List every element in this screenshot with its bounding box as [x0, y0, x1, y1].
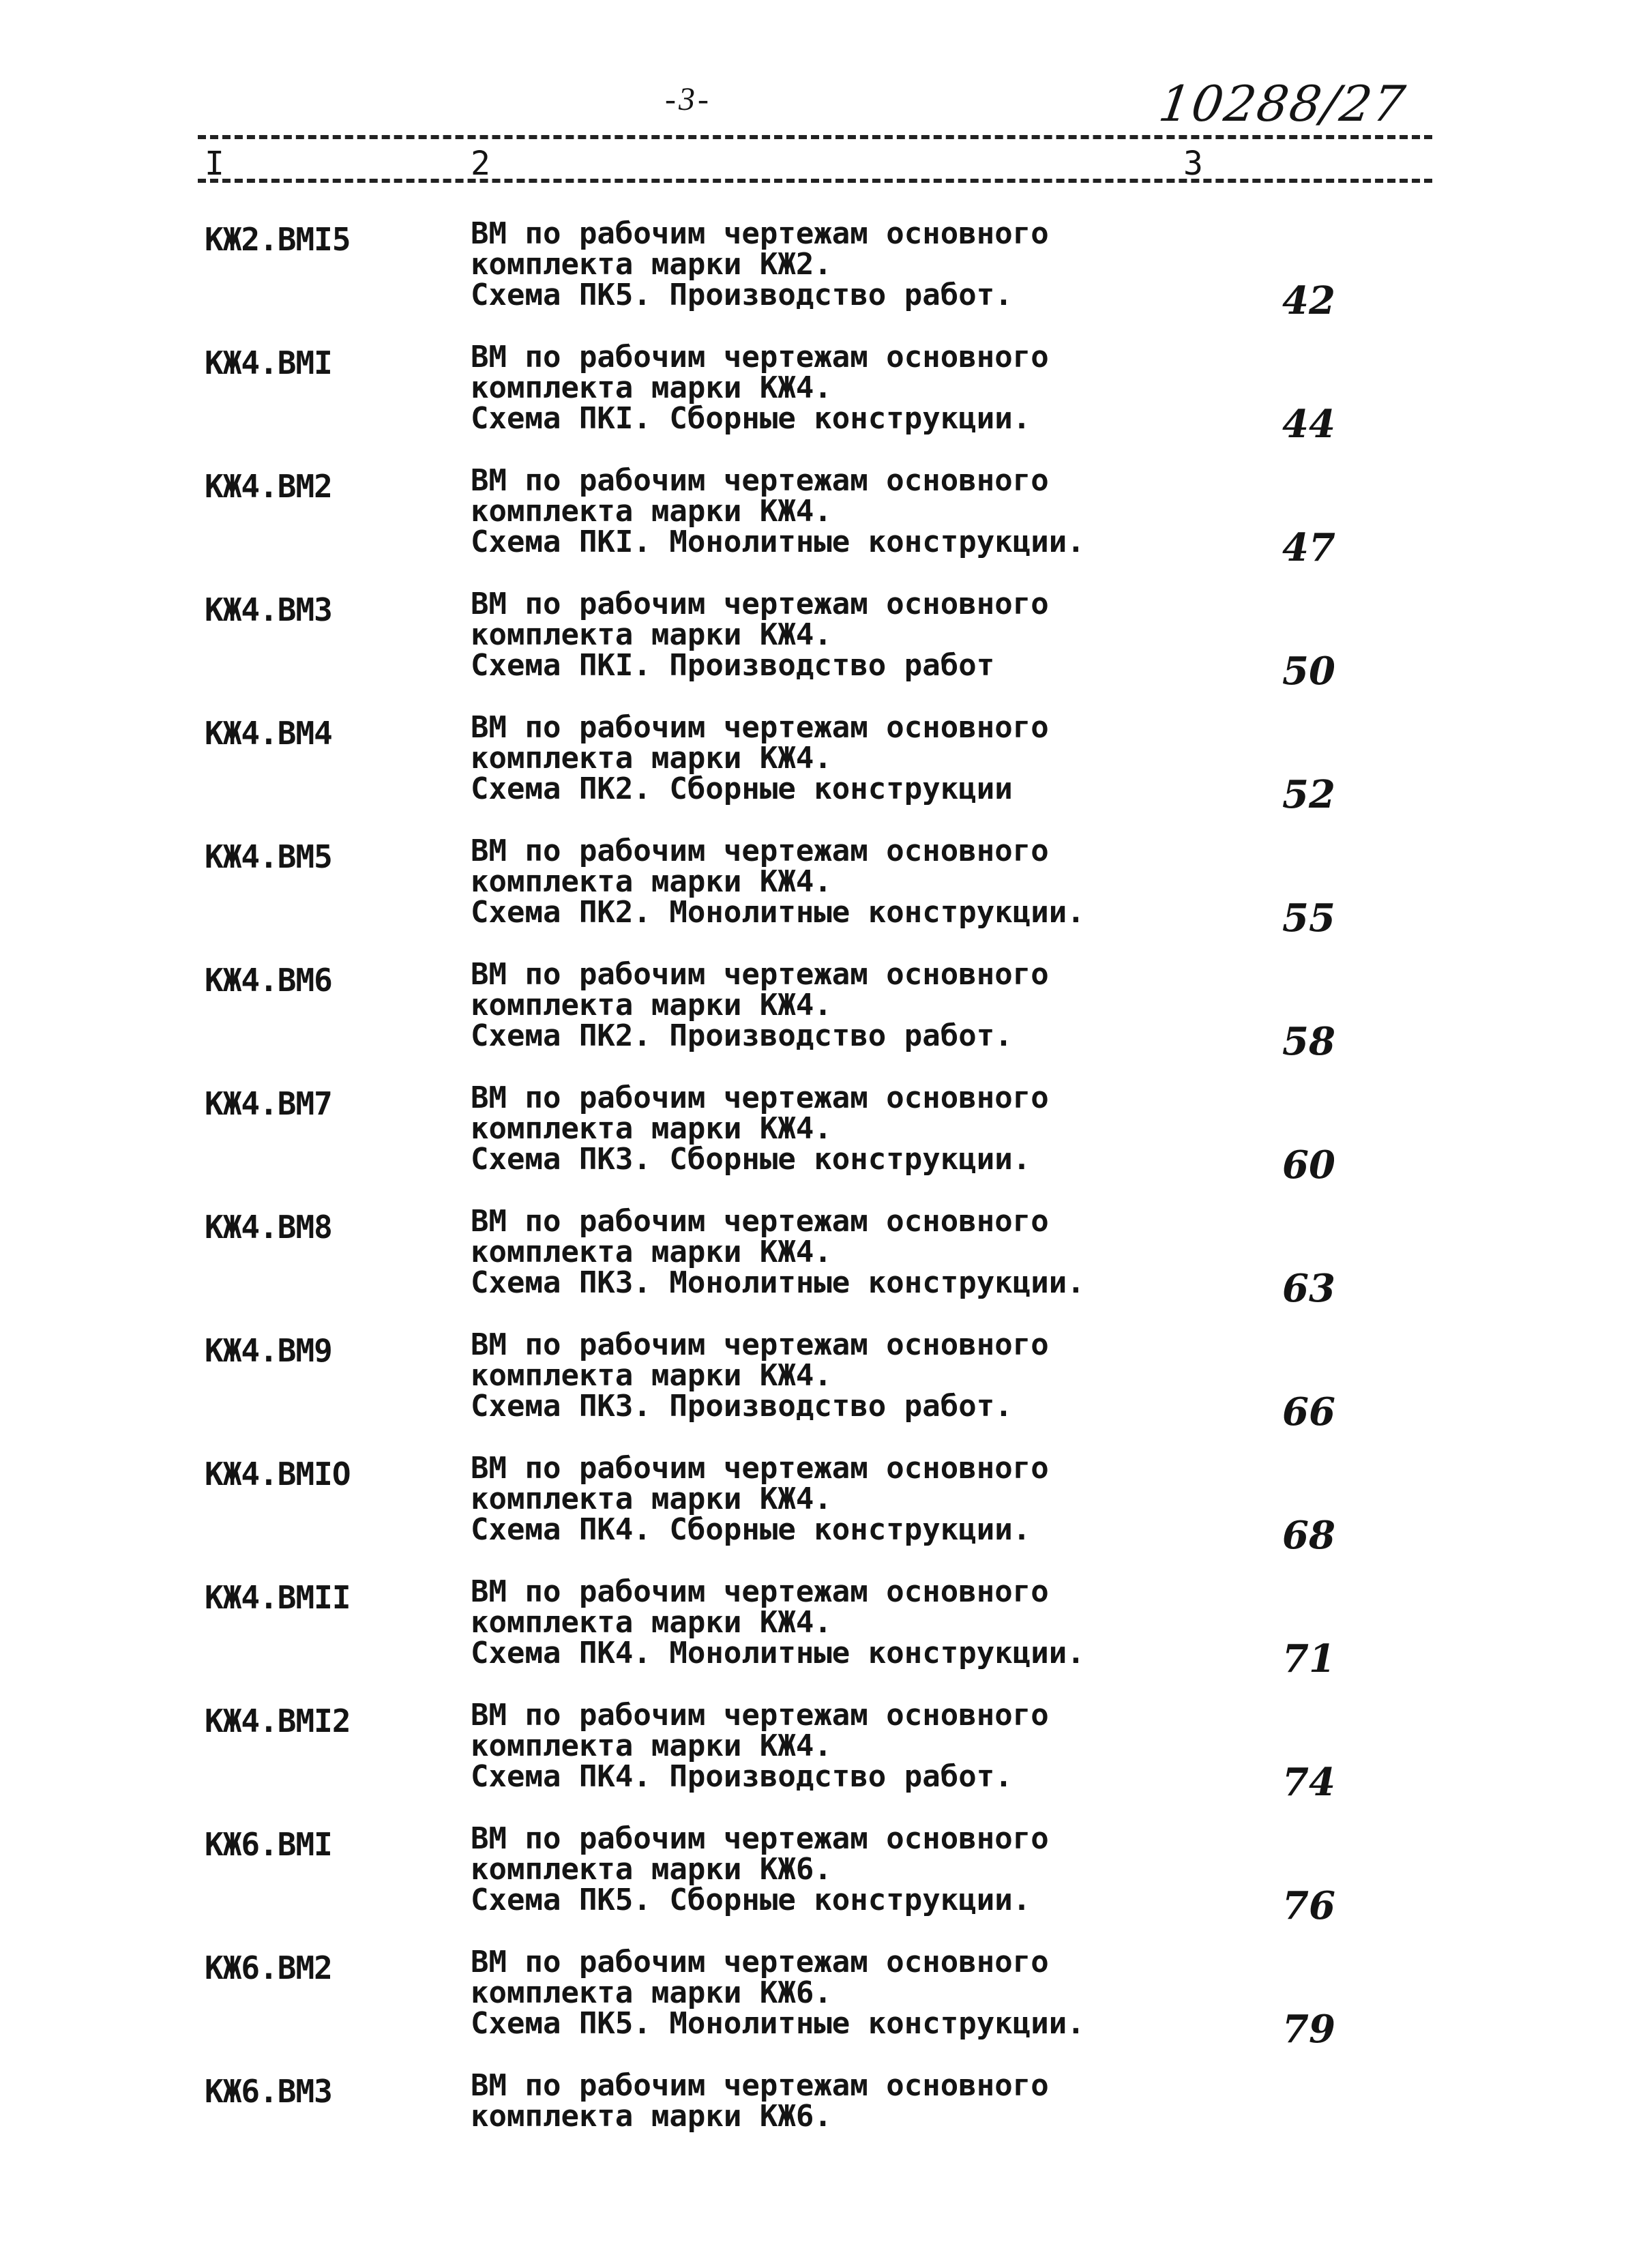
handwritten-page-number: 60 [1282, 1143, 1335, 1188]
description-line: комплекта марки КЖ4. [471, 741, 832, 776]
handwritten-page-number: 74 [1282, 1760, 1335, 1805]
description-line: комплекта марки КЖ2. [471, 247, 832, 282]
sheet-description [471, 1206, 1085, 1298]
description-line: ВМ по рабочим чертежам основного [471, 710, 1049, 745]
description-line: ВМ по рабочим чертежам основного [471, 1204, 1049, 1239]
sheet-description [471, 712, 1049, 804]
handwritten-page-number: 42 [1282, 278, 1335, 323]
description-line: комплекта марки КЖ4. [471, 494, 832, 529]
handwritten-page-number: 44 [1282, 402, 1335, 447]
description-line: ВМ по рабочим чертежам основного [471, 1698, 1049, 1733]
handwritten-page-number: 71 [1282, 1636, 1335, 1681]
description-line: комплекта марки КЖ4. [471, 617, 832, 652]
handwritten-page-number: 79 [1282, 2007, 1335, 2052]
table-row [0, 2067, 1628, 2191]
description-line: Схема ПКI. Сборные конструкции. [471, 401, 1031, 436]
table-row [0, 1944, 1628, 2067]
table-row [0, 1821, 1628, 1944]
sheet-code: КЖ4.ВМ2 [205, 468, 332, 505]
column-header-1: I [205, 145, 224, 183]
description-line: ВМ по рабочим чертежам основного [471, 340, 1049, 374]
sheet-code: КЖ6.ВМI [205, 1826, 332, 1863]
table-row [0, 1203, 1628, 1327]
table-row [0, 1327, 1628, 1450]
description-line: Схема ПК3. Сборные конструкции. [471, 1142, 1031, 1177]
sheet-description [471, 959, 1049, 1051]
sheet-code: КЖ4.ВМ7 [205, 1085, 332, 1122]
sheet-description [471, 836, 1085, 928]
description-line: ВМ по рабочим чертежам основного [471, 216, 1049, 251]
description-line: комплекта марки КЖ4. [471, 864, 832, 899]
contents-list [0, 216, 1628, 2191]
description-line: ВМ по рабочим чертежам основного [471, 834, 1049, 868]
sheet-description [471, 589, 1049, 681]
description-line: комплекта марки КЖ6. [471, 1975, 832, 2010]
table-row [0, 462, 1628, 586]
header-divider-top [198, 135, 1432, 139]
sheet-code: КЖ4.ВМ6 [205, 962, 332, 999]
table-row [0, 1080, 1628, 1203]
sheet-code: КЖ4.ВМ9 [205, 1332, 332, 1369]
table-row [0, 1574, 1628, 1697]
description-line: комплекта марки КЖ6. [471, 2099, 832, 2134]
table-row [0, 586, 1628, 709]
sheet-description [471, 1576, 1085, 1668]
description-line: комплекта марки КЖ4. [471, 1358, 832, 1393]
handwritten-page-number: 47 [1282, 525, 1335, 570]
handwritten-page-number: 76 [1282, 1883, 1335, 1928]
sheet-description [471, 1823, 1049, 1915]
column-header-2: 2 [471, 145, 490, 183]
header-divider-bottom [198, 179, 1432, 183]
table-row [0, 339, 1628, 462]
description-line: ВМ по рабочим чертежам основного [471, 1945, 1049, 1979]
sheet-code: КЖ6.ВМ2 [205, 1949, 332, 1986]
sheet-description [471, 1700, 1049, 1792]
description-line: ВМ по рабочим чертежам основного [471, 1821, 1049, 1856]
description-line: Схема ПК5. Производство работ. [471, 278, 1013, 312]
description-line: комплекта марки КЖ4. [471, 1482, 832, 1516]
sheet-code: КЖ4.ВМII [205, 1579, 351, 1616]
handwritten-page-number: 55 [1282, 896, 1335, 941]
column-header-3: 3 [1183, 145, 1203, 183]
description-line: комплекта марки КЖ4. [471, 1235, 832, 1269]
description-line: Схема ПК4. Монолитные конструкции. [471, 1636, 1085, 1670]
description-line: Схема ПК5. Монолитные конструкции. [471, 2006, 1085, 2041]
description-line: ВМ по рабочим чертежам основного [471, 1574, 1049, 1609]
handwritten-page-number: 52 [1282, 772, 1335, 817]
sheet-description [471, 2070, 1049, 2132]
description-line: Схема ПК5. Сборные конструкции. [471, 1883, 1031, 1917]
description-line: ВМ по рабочим чертежам основного [471, 587, 1049, 621]
table-row [0, 216, 1628, 339]
document-code: 10288/27 [1155, 75, 1410, 132]
sheet-description [471, 465, 1085, 557]
sheet-description [471, 1947, 1085, 2039]
sheet-code: КЖ4.ВМ8 [205, 1209, 332, 1246]
description-line: Схема ПКI. Производство работ [471, 648, 995, 683]
sheet-description [471, 342, 1049, 434]
description-line: комплекта марки КЖ4. [471, 988, 832, 1022]
description-line: ВМ по рабочим чертежам основного [471, 2068, 1049, 2103]
sheet-code: КЖ4.ВМ4 [205, 715, 332, 752]
handwritten-page-number: 50 [1282, 649, 1335, 694]
table-row [0, 1450, 1628, 1574]
table-row [0, 956, 1628, 1080]
sheet-code: КЖ4.ВМIO [205, 1456, 351, 1492]
sheet-code: КЖ4.ВМI [205, 344, 332, 381]
handwritten-page-number: 66 [1282, 1389, 1335, 1434]
description-line: ВМ по рабочим чертежам основного [471, 957, 1049, 992]
sheet-description [471, 1080, 1049, 1177]
description-line: комплекта марки КЖ4. [471, 1605, 832, 1640]
description-line: ВМ по рабочим чертежам основного [471, 1080, 1049, 1115]
handwritten-page-number: 68 [1282, 1513, 1335, 1558]
sheet-description [471, 1329, 1049, 1422]
description-line: Схема ПК4. Сборные конструкции. [471, 1512, 1031, 1547]
sheet-code: КЖ4.ВМI2 [205, 1703, 351, 1739]
handwritten-page-number: 63 [1282, 1266, 1335, 1311]
handwritten-page-number: 58 [1282, 1019, 1335, 1064]
sheet-description [471, 1453, 1049, 1545]
description-line: Схема ПК3. Монолитные конструкции. [471, 1265, 1085, 1300]
description-line: Схема ПК4. Производство работ. [471, 1759, 1013, 1794]
description-line: Схема ПК2. Производство работ. [471, 1018, 1013, 1053]
description-line: Схема ПК2. Сборные конструкции [471, 771, 1013, 806]
description-line: комплекта марки КЖ4. [471, 370, 832, 405]
description-line: комплекта марки КЖ4. [471, 1111, 832, 1146]
sheet-code: КЖ6.ВМ3 [205, 2073, 332, 2110]
table-row [0, 833, 1628, 956]
description-line: ВМ по рабочим чертежам основного [471, 1327, 1049, 1362]
sheet-code: КЖ4.ВМ3 [205, 591, 332, 628]
page-number: -3- [665, 81, 711, 117]
description-line: комплекта марки КЖ4. [471, 1728, 832, 1763]
description-line: ВМ по рабочим чертежам основного [471, 463, 1049, 498]
description-line: ВМ по рабочим чертежам основного [471, 1451, 1049, 1486]
table-row [0, 1697, 1628, 1821]
sheet-code: КЖ2.ВМI5 [205, 221, 351, 258]
description-line: Схема ПК3. Производство работ. [471, 1389, 1013, 1424]
description-line: комплекта марки КЖ6. [471, 1852, 832, 1887]
table-row [0, 709, 1628, 833]
sheet-code: КЖ4.ВМ5 [205, 838, 332, 875]
description-line: Схема ПКI. Монолитные конструкции. [471, 525, 1085, 559]
description-line: Схема ПК2. Монолитные конструкции. [471, 895, 1085, 930]
sheet-description [471, 218, 1049, 310]
